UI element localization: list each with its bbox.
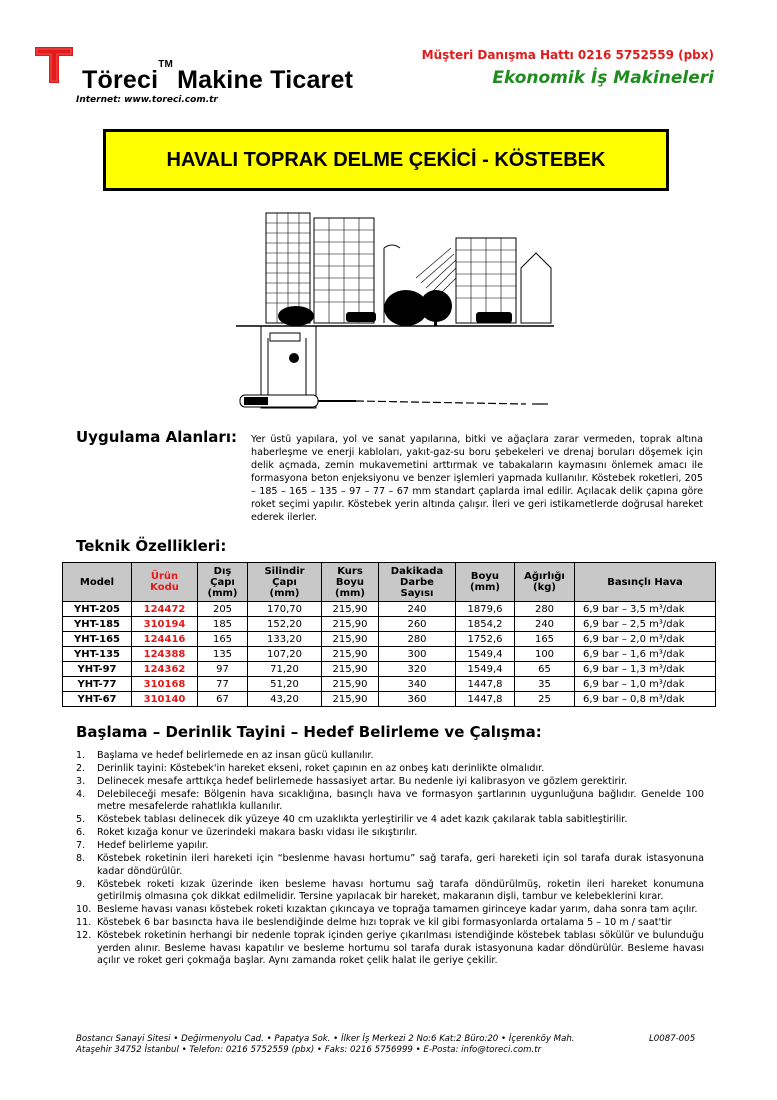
list-item-text: Delinecek mesafe arttıkça hedef belirlemede hassasiyet artar. Bu nedenle iyi kalibrasyon ve gözlem gerektirir. (97, 776, 628, 787)
list-item (76, 840, 704, 852)
table-cell: 77 (198, 677, 248, 692)
table-cell: 215,90 (322, 632, 379, 647)
table-cell: 43,20 (248, 692, 322, 707)
column-header (379, 563, 456, 602)
column-header-line: Boyu (470, 571, 500, 582)
table-cell: YHT-97 (63, 662, 132, 677)
table-cell: 170,70 (248, 602, 322, 617)
list-item-text: Delebileceği mesafe: Bölgenin hava sıcaklığına, basınçlı hava ve formasyon şartlarının uygunluğuna bağlıdır. Genelde 100 metre mesafelerde rahatlıkla kullanılır. (97, 789, 704, 813)
list-item-text: Roket kızağa konur ve üzerindeki makara baskı vidası ile sıkıştırılır. (97, 827, 418, 839)
table-cell: 185 (198, 617, 248, 632)
list-item (76, 879, 704, 904)
table-cell: 67 (198, 692, 248, 707)
list-item-text: Köstebek roketi kızak üzerinde iken besleme havası hortumu sağ tarafa döndürülmüş, roketin ileri hareket konumuna getirilmiş olmasına çok dikkat edilmelidir. Tersine yapılacak bir hareket, makaranın dişli, tambur ve kelebeklerini kırar. (97, 878, 704, 903)
column-header-line: Silindir (264, 565, 305, 577)
list-item (76, 789, 704, 814)
table-cell: 1854,2 (456, 617, 515, 632)
table-row (63, 692, 716, 707)
column-header-line: Dış (213, 565, 232, 577)
list-item (76, 814, 704, 826)
company-name: Töreci™Makine Ticaret (82, 58, 354, 94)
document-code: L0087-005 (649, 1034, 696, 1044)
column-header (322, 563, 379, 602)
column-header-line: Çapı (272, 576, 297, 588)
table-cell: 152,20 (248, 617, 322, 632)
list-item-number: 8. (76, 853, 86, 865)
list-item-number: 1. (76, 750, 86, 761)
table-row (63, 677, 716, 692)
list-item-number: 4. (76, 789, 86, 800)
table-cell: 6,9 bar – 1,3 m³/dak (575, 662, 716, 677)
table-cell: 97 (198, 662, 248, 677)
column-header-line: (mm) (335, 587, 365, 599)
list-item-number: 5. (76, 814, 86, 826)
table-cell: 240 (379, 602, 456, 617)
column-header-line: Dakikada (390, 565, 444, 577)
table-cell: 340 (379, 677, 456, 692)
list-item (76, 827, 704, 839)
column-header (132, 563, 198, 602)
table-cell: 215,90 (322, 692, 379, 707)
table-cell: 133,20 (248, 632, 322, 647)
list-item (76, 917, 704, 929)
list-item-text: Köstebek 6 bar basıncta hava ile beslendiğinde delme hızı toprak ve kil gibi formasyonlarda ortalama 5 – 10 m / saat'tir (97, 917, 672, 929)
column-header (198, 563, 248, 602)
column-header (456, 563, 515, 602)
column-header (63, 563, 132, 602)
table-cell: 280 (515, 602, 575, 617)
column-header-line: (kg) (533, 582, 556, 593)
table-cell: YHT-205 (63, 602, 132, 617)
table-cell: 6,9 bar – 3,5 m³/dak (575, 602, 716, 617)
table-cell: 240 (515, 617, 575, 632)
column-header-line: Model (79, 576, 115, 588)
column-header (248, 563, 322, 602)
table-row (63, 602, 716, 617)
table-cell: 6,9 bar – 0,8 m³/dak (575, 692, 716, 707)
list-item-text: Derinlik tayini: Köstebek'in hareket ekseni, roket çapının en az onbeş katı derinlikte olmalıdır. (97, 763, 545, 774)
table-cell: 1879,6 (456, 602, 515, 617)
column-header-line: Kodu (150, 582, 179, 593)
table-cell: 124416 (132, 632, 198, 647)
table-row (63, 632, 716, 647)
specs-heading: Teknik Özellikleri: (76, 537, 227, 555)
footer-address: Bostancı Sanayi Sitesi • Değirmenyolu Cad. • Papatya Sok. • İlker İş Merkezi 2 No:6 Kat:2 Büro:20 • İçerenköy Mah. (76, 1034, 575, 1044)
list-item-number: 2. (76, 763, 86, 774)
table-cell: 215,90 (322, 647, 379, 662)
specs-header-row (63, 563, 716, 602)
table-row (63, 647, 716, 662)
list-item-text: Başlama ve hedef belirlemede en az insan gücü kullanılır. (97, 750, 374, 761)
table-cell: 107,20 (248, 647, 322, 662)
list-item-number: 3. (76, 776, 86, 787)
title-banner (103, 129, 669, 191)
footer-contact: Ataşehir 34752 İstanbul • Telefon: 0216 5752559 (pbx) • Faks: 0216 5756999 • E-Posta: info@toreci.com.tr (76, 1045, 542, 1055)
table-cell: YHT-67 (63, 692, 132, 707)
slogan-text: Ekonomik İş Makineleri (492, 68, 714, 88)
column-header-line: Kurs (337, 565, 363, 577)
table-cell: 1447,8 (456, 692, 515, 707)
table-cell: YHT-185 (63, 617, 132, 632)
specs-table (62, 562, 716, 707)
column-header-line: Boyu (335, 576, 365, 588)
list-item (76, 763, 704, 775)
steps-list (76, 750, 704, 968)
column-header-line: (mm) (207, 587, 238, 599)
table-cell: 6,9 bar – 2,0 m³/dak (575, 632, 716, 647)
table-cell: 100 (515, 647, 575, 662)
trademark-mark: TM (158, 58, 174, 70)
mole-drilling-illustration (236, 208, 554, 418)
table-cell: 310194 (132, 617, 198, 632)
toreci-logo-icon (33, 43, 75, 85)
application-text: Yer üstü yapılara, yol ve sanat yapılarına, bitki ve ağaçlara zarar vermeden, toprak altına haberleşme ve enerji kabloları, yakıt-gaz-su boru şebekeleri ve drenaj boruları döşemek için delik açmada, zemin mukavemetini arttırmak ve tabakaların kaymasını önlemek amacı ile formasyona beton enjeksiyonu ve benzer işlemleri yapmada kullanılır. Köstebek roketleri, 205 – 185 – 165 – 135 – 97 – 77 – 67 mm standart çaplarda imal edilir. Açılacak delik çapına göre roket seçimi yapılır. Köstebek yerin altında çalışır. İleri ve geri istikametlerde doğrusal hareket ederek ilerler. (251, 434, 703, 523)
column-header-line: (mm) (269, 587, 300, 599)
table-cell: 124472 (132, 602, 198, 617)
page-title: HAVALI TOPRAK DELME ÇEKİCİ - KÖSTEBEK (166, 148, 606, 171)
application-heading: Uygulama Alanları: (76, 428, 237, 446)
column-header (575, 563, 716, 602)
table-cell: 360 (379, 692, 456, 707)
table-cell: 215,90 (322, 602, 379, 617)
table-cell: 205 (198, 602, 248, 617)
table-cell: 35 (515, 677, 575, 692)
list-item-text: Besleme havası vanası köstebek roketi kızaktan çıkıncaya ve toprağa tamamen girinceye kadar yarım, daha sonra tam açılır. (97, 904, 698, 916)
table-cell: 6,9 bar – 1,6 m³/dak (575, 647, 716, 662)
table-cell: 71,20 (248, 662, 322, 677)
table-cell: 6,9 bar – 2,5 m³/dak (575, 617, 716, 632)
table-cell: 51,20 (248, 677, 322, 692)
table-cell: 135 (198, 647, 248, 662)
table-cell: 1549,4 (456, 662, 515, 677)
column-header-line: Sayısı (400, 587, 434, 599)
list-item-number: 7. (76, 840, 86, 852)
table-row (63, 662, 716, 677)
table-cell: 1447,8 (456, 677, 515, 692)
list-item-text: Köstebek tablası delinecek dik yüzeye 40 cm uzaklıkta yerleştirilir ve 4 adet kazık çakılarak tabla sabitleştirilir. (97, 814, 628, 826)
table-cell: 65 (515, 662, 575, 677)
start-heading: Başlama – Derinlik Tayini – Hedef Belirleme ve Çalışma: (76, 723, 542, 741)
column-header-line: Ürün (150, 571, 179, 582)
column-header-line: Darbe (400, 576, 434, 588)
table-cell: 310168 (132, 677, 198, 692)
table-cell: YHT-77 (63, 677, 132, 692)
list-item-text: Köstebek roketinin ileri hareketi için “beslenme havası hortumu” sağ tarafa, geri hareketi için sol tarafa durak istasyonuna kadar döndürülür. (97, 853, 704, 877)
list-item (76, 930, 704, 967)
list-item-text: Köstebek roketinin herhangi bir nedenle toprak içinden geriye çıkarılması istendiğinde köstebek tablası sökülür ve bulunduğu yerden alınır. Besleme havası kapatılır ve besleme hortumu sol tarafa durak istasyonuna kadar döndürülür. Besleme havası açılır ve roket geri çokmağa başlar. Aynı zamanda roket çelik halat ile geriye çekilir. (97, 930, 704, 967)
table-cell: 124362 (132, 662, 198, 677)
column-header-line: Ağırlığı (524, 571, 565, 582)
table-cell: 165 (515, 632, 575, 647)
column-header-line: Basınçlı Hava (607, 576, 683, 588)
table-cell: 165 (198, 632, 248, 647)
list-item-number: 11. (76, 917, 92, 929)
column-header-line: Çapı (210, 576, 235, 588)
list-item-number: 9. (76, 878, 86, 890)
table-cell: YHT-135 (63, 647, 132, 662)
table-cell: 1752,6 (456, 632, 515, 647)
table-cell: 215,90 (322, 662, 379, 677)
table-cell: 215,90 (322, 617, 379, 632)
table-row (63, 617, 716, 632)
table-cell: 215,90 (322, 677, 379, 692)
table-cell: 280 (379, 632, 456, 647)
list-item-number: 6. (76, 827, 86, 839)
table-cell: 260 (379, 617, 456, 632)
table-cell: 25 (515, 692, 575, 707)
list-item-text: Hedef belirleme yapılır. (97, 840, 209, 852)
hotline-text: Müşteri Danışma Hattı 0216 5752559 (pbx) (421, 48, 714, 62)
table-cell: 300 (379, 647, 456, 662)
list-item (76, 853, 704, 878)
table-cell: YHT-165 (63, 632, 132, 647)
website-text[interactable]: Internet: www.toreci.com.tr (76, 95, 218, 105)
list-item (76, 904, 704, 916)
column-header-line: (mm) (470, 582, 500, 593)
list-item-number: 10. (76, 904, 92, 916)
table-cell: 310140 (132, 692, 198, 707)
list-item (76, 750, 704, 762)
column-header (515, 563, 575, 602)
table-cell: 6,9 bar – 1,0 m³/dak (575, 677, 716, 692)
table-cell: 124388 (132, 647, 198, 662)
table-cell: 320 (379, 662, 456, 677)
list-item (76, 776, 704, 788)
table-cell: 1549,4 (456, 647, 515, 662)
list-item-number: 12. (76, 930, 92, 942)
